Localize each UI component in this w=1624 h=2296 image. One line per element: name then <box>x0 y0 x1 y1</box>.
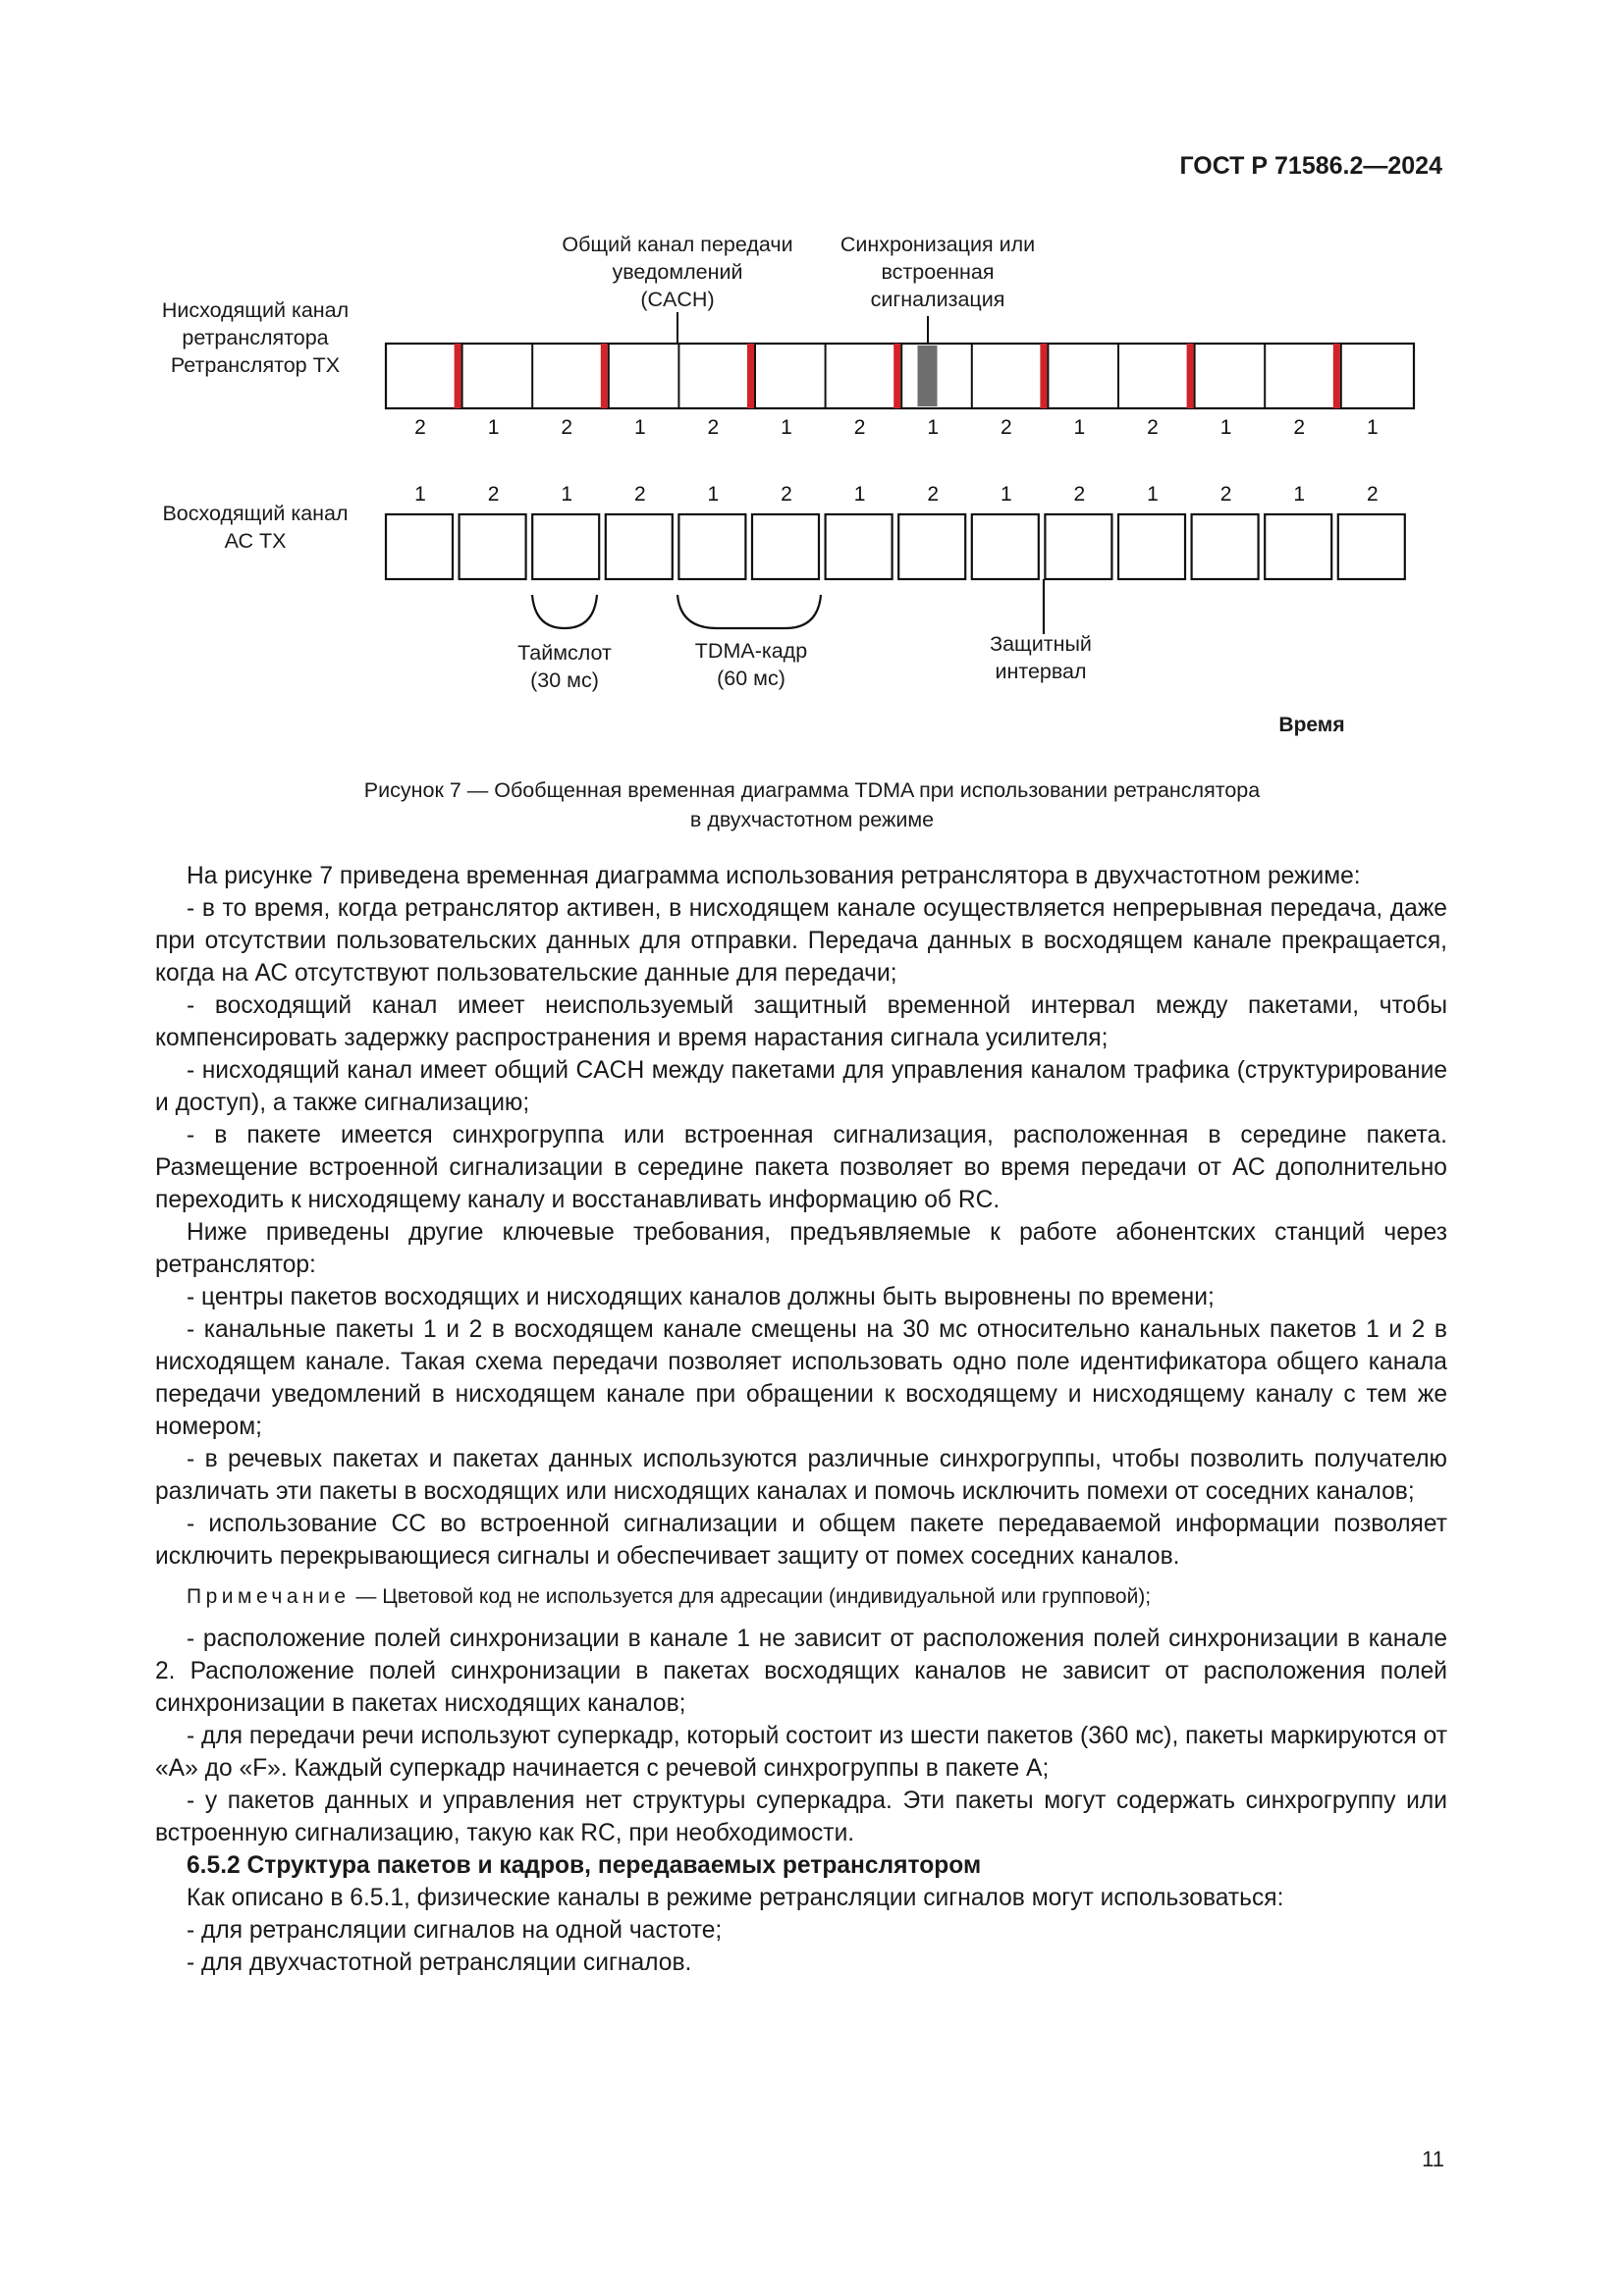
note-label: Примечание <box>187 1585 351 1608</box>
note-text: — Цветовой код не используется для адресации (индивидуальной или групповой); <box>350 1585 1152 1608</box>
downlink-slot-number: 2 <box>1000 416 1012 439</box>
tdma-frame-label: TDMA-кадр (60 мс) <box>694 639 808 690</box>
downlink-slot-number: 2 <box>1293 416 1306 439</box>
uplink-slot-number: 1 <box>1147 483 1159 506</box>
uplink-slot-box <box>1265 514 1331 579</box>
uplink-slot-box <box>532 514 599 579</box>
list-item: - восходящий канал имеет неиспользуемый защитный временной интервал между пакетами, чтобы компенсировать задержку распространения и время нарастания сигнала усилителя; <box>155 992 1447 1051</box>
cach-marker <box>893 344 900 408</box>
uplink-slot-number: 1 <box>1293 483 1306 506</box>
tdma-frame-brace <box>677 595 821 628</box>
uplink-slot-number: 1 <box>414 483 426 506</box>
list-item: - в речевых пакетах и пакетах данных используются различные синхрогруппы, чтобы позволить получателю различать эти пакеты в восходящих или нисходящих каналах и помочь исключить помехи от соседних каналов; <box>155 1446 1447 1505</box>
downlink-slot-number: 2 <box>853 416 866 439</box>
uplink-slot-box <box>386 514 453 579</box>
uplink-slot-number: 2 <box>1219 483 1232 506</box>
body-text <box>155 860 1447 1979</box>
downlink-slot-number: 1 <box>1073 416 1086 439</box>
sync-marker <box>918 346 938 406</box>
list-item: - использование CC во встроенной сигнализации и общем пакете передаваемой информации позволяет исключить перекрывающиеся сигналы и обеспечивает защиту от помех соседних каналов. <box>155 1511 1447 1570</box>
downlink-slot-number: 1 <box>487 416 500 439</box>
uplink-label: Восходящий канал АС ТХ <box>162 502 349 553</box>
uplink-slot-box <box>972 514 1039 579</box>
uplink-slot-box <box>826 514 893 579</box>
uplink-slot-box <box>606 514 673 579</box>
uplink-slot-box <box>752 514 819 579</box>
list-item: - для двухчастотной ретрансляции сигналов. <box>187 1949 692 1976</box>
uplink-slot-number: 2 <box>633 483 646 506</box>
downlink-slot-number: 2 <box>414 416 426 439</box>
list-item: - канальные пакеты 1 и 2 в восходящем канале смещены на 30 мс относительно канальных пакетов 1 и 2 в нисходящем канале. Такая схема передачи позволяет использовать одно поле идентификатора общего канала передачи уведомлений в нисходящем канале при обращении к восходящему и нисходящему каналу с тем же номером; <box>155 1316 1447 1440</box>
paragraph: На рисунке 7 приведена временная диаграмма использования ретранслятора в двухчастотном режиме: <box>187 863 1361 889</box>
downlink-slot-number: 2 <box>561 416 573 439</box>
uplink-slot-number: 2 <box>1366 483 1379 506</box>
cach-marker <box>747 344 754 408</box>
uplink-slot-number: 2 <box>487 483 500 506</box>
time-axis-label: Время <box>1278 714 1345 736</box>
cach-marker <box>1333 344 1340 408</box>
downlink-slot-number: 2 <box>707 416 720 439</box>
guard-interval-label: Защитный интервал <box>990 632 1092 683</box>
uplink-slot-number: 1 <box>1000 483 1012 506</box>
uplink-slot-box <box>898 514 965 579</box>
uplink-slot-box <box>1118 514 1185 579</box>
downlink-slot-number: 1 <box>633 416 646 439</box>
uplink-slot-number: 1 <box>853 483 866 506</box>
downlink-slot-number: 1 <box>1219 416 1232 439</box>
uplink-slot-number: 1 <box>561 483 573 506</box>
cach-marker <box>1040 344 1047 408</box>
tdma-timing-diagram <box>0 0 1624 756</box>
downlink-label: Нисходящий канал ретранслятора Ретранслятор ТХ <box>161 298 350 377</box>
list-item: - в то время, когда ретранслятор активен, в нисходящем канале осуществляется непрерывная передача, даже при отсутствии пользовательских данных для отправки. Передача данных в восходящем канале прекращается, когда на АС отсутствуют пользовательские данные для передачи; <box>155 895 1447 987</box>
uplink-slot-box <box>1192 514 1259 579</box>
cach-marker <box>455 344 461 408</box>
cach-label: Общий канал передачи уведомлений (CACH) <box>562 233 793 311</box>
uplink-slot-box <box>1338 514 1405 579</box>
downlink-slot-number: 1 <box>1366 416 1379 439</box>
note <box>155 1580 1447 1613</box>
uplink-slot-number: 2 <box>927 483 940 506</box>
list-item: - нисходящий канал имеет общий CACH между пакетами для управления каналом трафика (структурирование и доступ), а также сигнализацию; <box>155 1057 1447 1116</box>
timeslot-label: Таймслот (30 мс) <box>517 641 612 692</box>
sync-label: Синхронизация или встроенная сигнализация <box>839 233 1036 311</box>
uplink-slot-number: 2 <box>781 483 792 506</box>
paragraph: Ниже приведены другие ключевые требования, предъявляемые к работе абонентских станций через ретранслятор: <box>155 1219 1447 1278</box>
cach-marker <box>1187 344 1194 408</box>
list-item: - расположение полей синхронизации в канале 1 не зависит от расположения полей синхронизации в канале 2. Расположение полей синхронизации в пакетах восходящих каналов не зависит от расположения полей синхронизации в пакетах нисходящих каналов; <box>155 1626 1447 1717</box>
downlink-slot-number: 1 <box>781 416 792 439</box>
document-id: ГОСТ Р 71586.2—2024 <box>1179 152 1442 180</box>
uplink-slot-box <box>1045 514 1111 579</box>
list-item: - для ретрансляции сигналов на одной частоте; <box>187 1917 723 1944</box>
paragraph: Как описано в 6.5.1, физические каналы в режиме ретрансляции сигналов могут использоваться: <box>187 1885 1284 1911</box>
uplink-slot-box <box>460 514 526 579</box>
cach-marker <box>601 344 608 408</box>
timeslot-brace <box>532 595 597 628</box>
page-number: 11 <box>1422 2147 1444 2171</box>
list-item: - центры пакетов восходящих и нисходящих каналов должны быть выровнены по времени; <box>187 1284 1215 1310</box>
figure-caption: Рисунок 7 — Обобщенная временная диаграмма TDMA при использовании ретранслятора в двухчастотном режиме <box>363 778 1261 831</box>
uplink-slot-number: 1 <box>707 483 720 506</box>
list-item: - в пакете имеется синхрогруппа или встроенная сигнализация, расположенная в середине пакета. Размещение встроенной сигнализации в середине пакета позволяет во время передачи от АС дополнительно переходить к нисходящему каналу и восстанавливать информацию об RC. <box>155 1122 1447 1213</box>
uplink-slot-box <box>678 514 745 579</box>
downlink-slot-number: 1 <box>927 416 940 439</box>
uplink-slot-number: 2 <box>1073 483 1086 506</box>
section-heading: 6.5.2 Структура пакетов и кадров, передаваемых ретранслятором <box>187 1852 982 1879</box>
list-item: - для передачи речи используют суперкадр, который состоит из шести пакетов (360 мс), пакеты маркируются от «А» до «F». Каждый суперкадр начинается с речевой синхрогруппы в пакете А; <box>155 1723 1448 1782</box>
list-item: - у пакетов данных и управления нет структуры суперкадра. Эти пакеты могут содержать синхрогруппу или встроенную сигнализацию, такую как RC, при необходимости. <box>155 1788 1447 1846</box>
downlink-slot-number: 2 <box>1147 416 1159 439</box>
